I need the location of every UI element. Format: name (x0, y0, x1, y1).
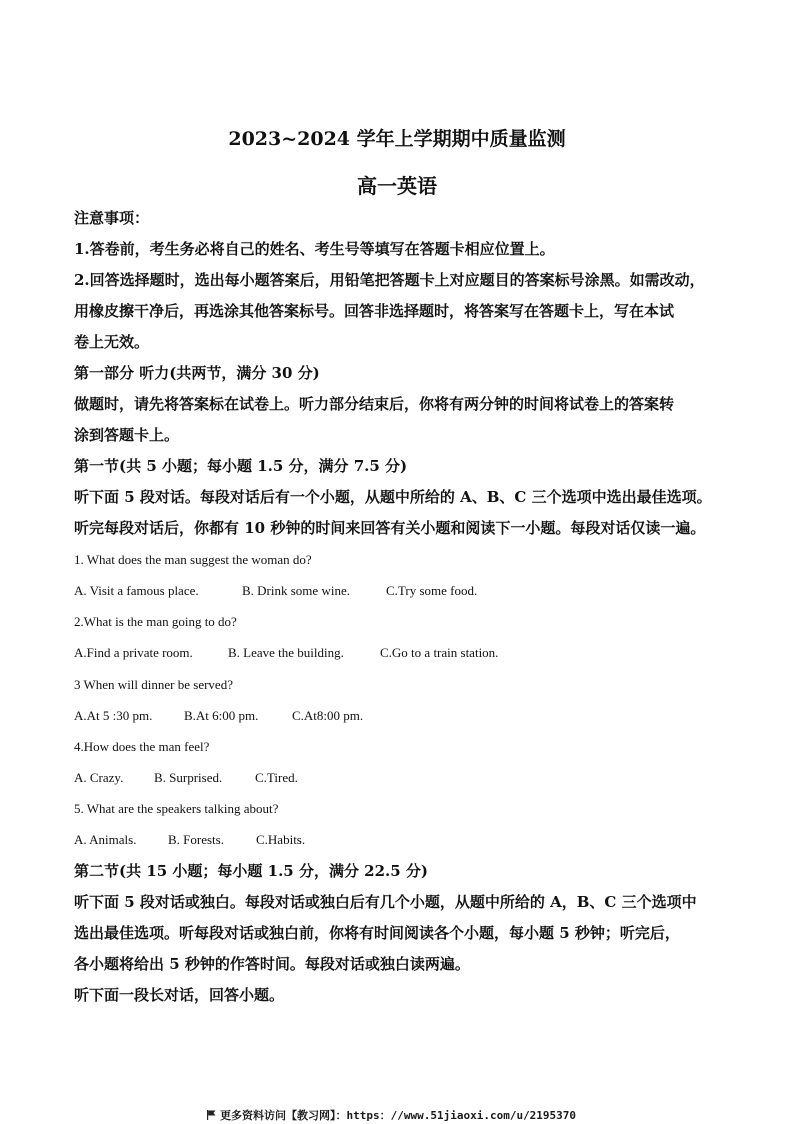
option-c: C.Try some food. (386, 583, 478, 598)
question-1-options (74, 580, 734, 602)
flag-icon (206, 1110, 216, 1120)
footer-link[interactable] (206, 1107, 576, 1123)
question-2: 2.What is the man going to do? (74, 614, 237, 629)
question-2-options (74, 642, 734, 664)
option-a: A.At 5 :30 pm. (74, 708, 153, 723)
option-a: A. Visit a famous place. (74, 583, 199, 598)
section2-instruction-line-4: 听下面一段长对话，回答小题。 (74, 986, 285, 1004)
notes-item-2-line-2: 用橡皮擦干净后，再选涂其他答案标号。回答非选择题时，将答案写在答题卡上，写在本试 (74, 302, 675, 320)
section1-heading: 第一节(共 5 小题；每小题 1.5 分，满分 7.5 分) (74, 457, 408, 475)
question-1: 1. What does the man suggest the woman do? (74, 552, 312, 567)
option-c: C.Go to a train station. (380, 645, 499, 660)
section2-instruction-line-3: 各小题将给出 5 秒钟的作答时间。每段对话或独白读两遍。 (74, 955, 470, 973)
part1-intro-line-1: 做题时，请先将答案标在试卷上。听力部分结束后，你将有两分钟的时间将试卷上的答案转 (74, 395, 675, 413)
option-c: C.At8:00 pm. (292, 708, 364, 723)
question-3-options (74, 705, 734, 727)
option-b: B. Leave the building. (228, 645, 344, 660)
question-5: 5. What are the speakers talking about? (74, 801, 279, 816)
option-a: A. Animals. (74, 832, 137, 847)
option-b: B. Drink some wine. (242, 583, 350, 598)
question-3: 3 When will dinner be served? (74, 677, 233, 692)
notes-heading: 注意事项： (74, 209, 150, 227)
option-c: C.Tired. (255, 770, 298, 785)
option-b: B. Forests. (168, 832, 224, 847)
section1-instruction-line-1: 听下面 5 段对话。每段对话后有一个小题，从题中所给的 A、B、C 三个选项中选出最佳选项。 (74, 488, 712, 506)
option-a: A. Crazy. (74, 770, 124, 785)
option-c: C.Habits. (256, 832, 306, 847)
part1-intro-line-2: 涂到答题卡上。 (74, 426, 180, 444)
notes-item-1: 1.答卷前，考生务必将自己的姓名、考生号等填写在答题卡相应位置上。 (74, 240, 555, 258)
footer-text[interactable]: 更多资料访问【教习网】：https：//www.51jiaoxi.com/u/2195370 (220, 1109, 577, 1122)
notes-item-2-line-1: 2.回答选择题时，选出每小题答案后，用铅笔把答题卡上对应题目的答案标号涂黑。如需改动， (74, 271, 705, 289)
option-b: B.At 6:00 pm. (184, 708, 259, 723)
notes-item-2-line-3: 卷上无效。 (74, 333, 150, 351)
section2-instruction-line-1: 听下面 5 段对话或独白。每段对话或独白后有几个小题，从题中所给的 A，B、C 三个选项中 (74, 893, 697, 911)
exam-title: 2023~2024 学年上学期期中质量监测 (228, 128, 566, 150)
exam-subtitle: 高一英语 (357, 174, 437, 198)
option-a: A.Find a private room. (74, 645, 193, 660)
option-b: B. Surprised. (154, 770, 223, 785)
question-4-options (74, 767, 734, 789)
section2-heading: 第二节(共 15 小题；每小题 1.5 分，满分 22.5 分) (74, 862, 429, 880)
question-4: 4.How does the man feel? (74, 739, 210, 754)
question-5-options (74, 829, 734, 851)
section2-instruction-line-2: 选出最佳选项。听每段对话或独白前，你将有时间阅读各个小题，每小题 5 秒钟；听完后， (74, 924, 680, 942)
part1-heading: 第一部分 听力(共两节，满分 30 分) (74, 364, 320, 382)
section1-instruction-line-2: 听完每段对话后，你都有 10 秒钟的时间来回答有关小题和阅读下一小题。每段对话仅读一遍。 (74, 519, 706, 537)
